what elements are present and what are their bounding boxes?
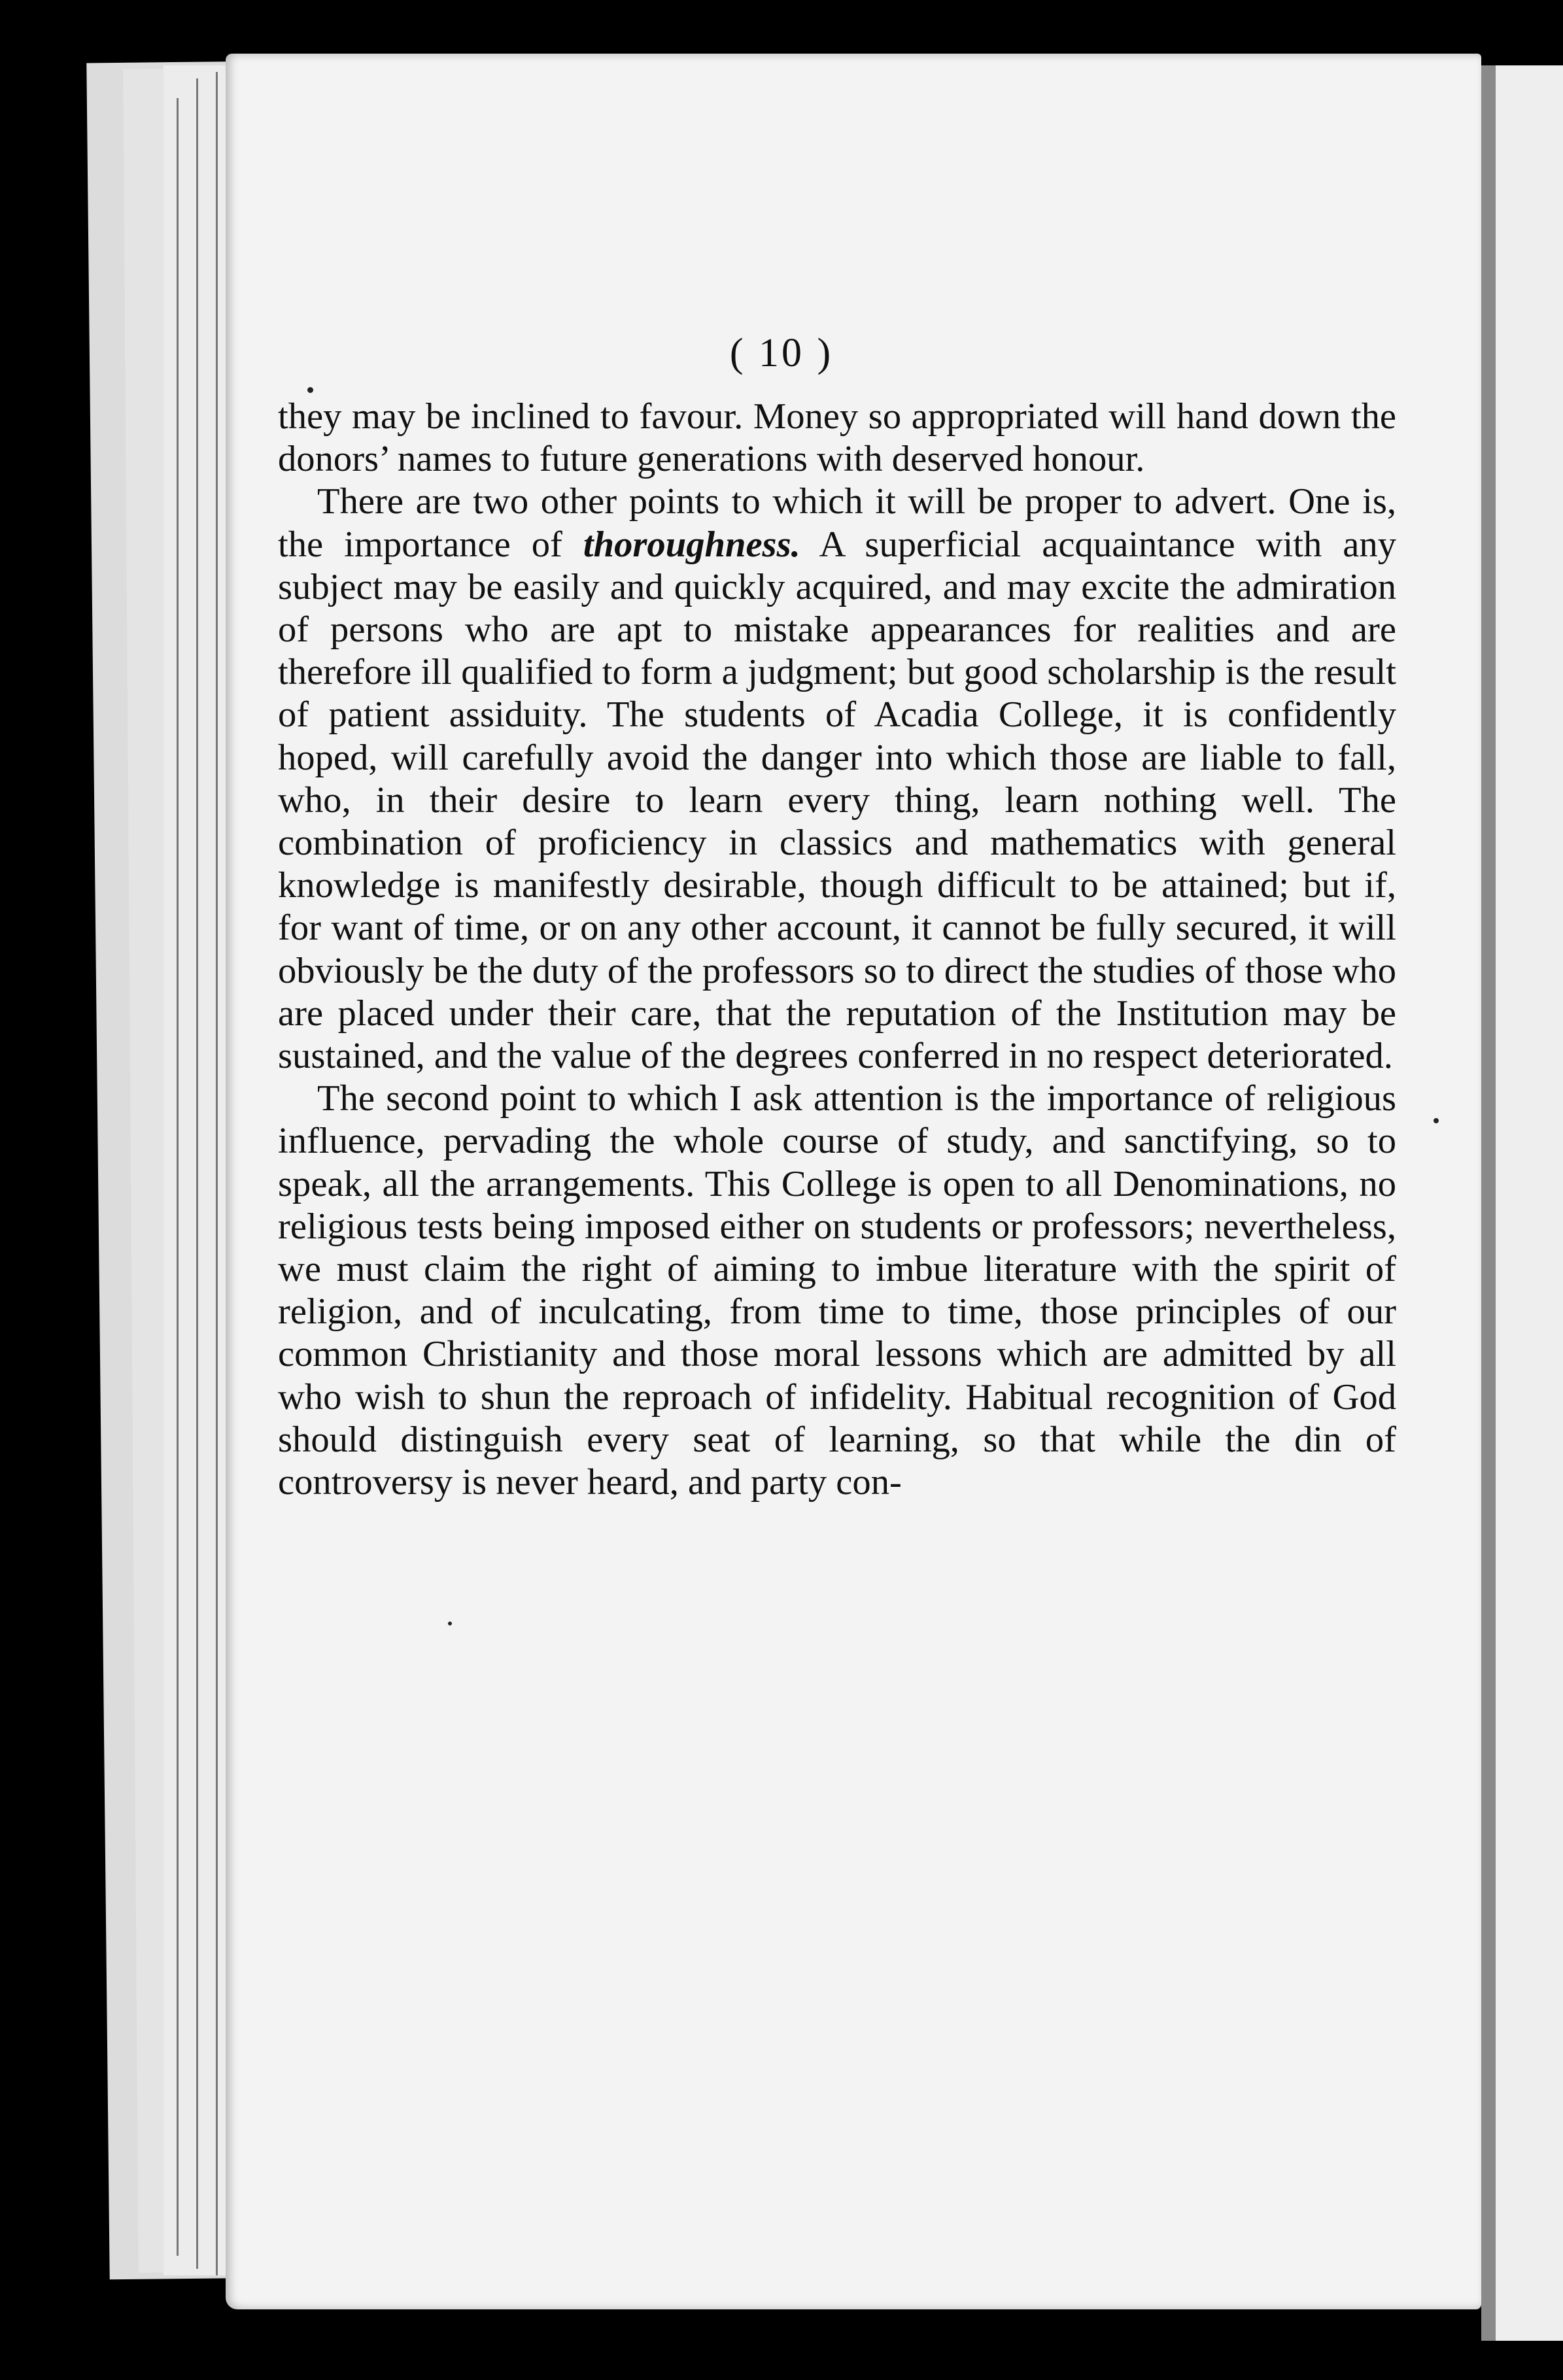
page-edge-line	[216, 72, 218, 2275]
ink-speck	[307, 387, 313, 393]
paragraph-2	[278, 481, 1396, 1078]
page-edge-line	[196, 78, 198, 2269]
page-edge-line	[177, 98, 179, 2256]
facing-page-strip	[1481, 65, 1563, 2341]
page-number: ( 10 )	[729, 331, 834, 375]
body-text	[278, 396, 1396, 1504]
paragraph-2-start: There are two other points to which it will be proper to advert. One is, the importance of	[278, 481, 1396, 565]
paragraph-1: they may be inclined to favour. Money so appropriated will hand down the donors’ names to future generations with deserved honour.	[278, 396, 1396, 480]
ink-speck	[448, 1622, 452, 1625]
ink-speck	[1434, 1118, 1439, 1123]
paragraph-3: The second point to which I ask attention is the importance of religious influence, pervading the whole course of study, and sanctifying, so to speak, all the arrangements. This College is open to all Denominations, no religious tests being imposed either on students or professors; nevertheless, we must claim the right of aiming to imbue literature with the spirit of religion, and of inculcating, from time to time, those principles of our common Christianity and those moral lessons which are admitted by all who wish to shun the reproach of infidelity. Habitual recognition of God should distinguish every seat of learning, so that while the din of controversy is never heard, and party con-	[278, 1078, 1396, 1503]
paragraph-2-rest: A superficial acquaintance with any subject may be easily and quickly acquired, and may excite the admiration of persons who are apt to mistake appearances for realities and are therefore ill qualified to form a judgment; but good scholarship is the result of patient assiduity. The students of Acadia College, it is confidently hoped, will carefully avoid the danger into which those are liable to fall, who, in their desire to learn every thing, learn nothing well. The combination of proficiency in classics and mathematics with general knowledge is manifestly desirable, though difficult to be attained; but if, for want of time, or on any other account, it cannot be fully secured, it will obviously be the duty of the professors so to direct the studies of those who are placed under their care, that the reputation of the Institution may be sustained, and the value of the degrees conferred in no respect deteriorated.	[278, 524, 1396, 1077]
emphasis-thoroughness: thoroughness.	[583, 524, 800, 565]
